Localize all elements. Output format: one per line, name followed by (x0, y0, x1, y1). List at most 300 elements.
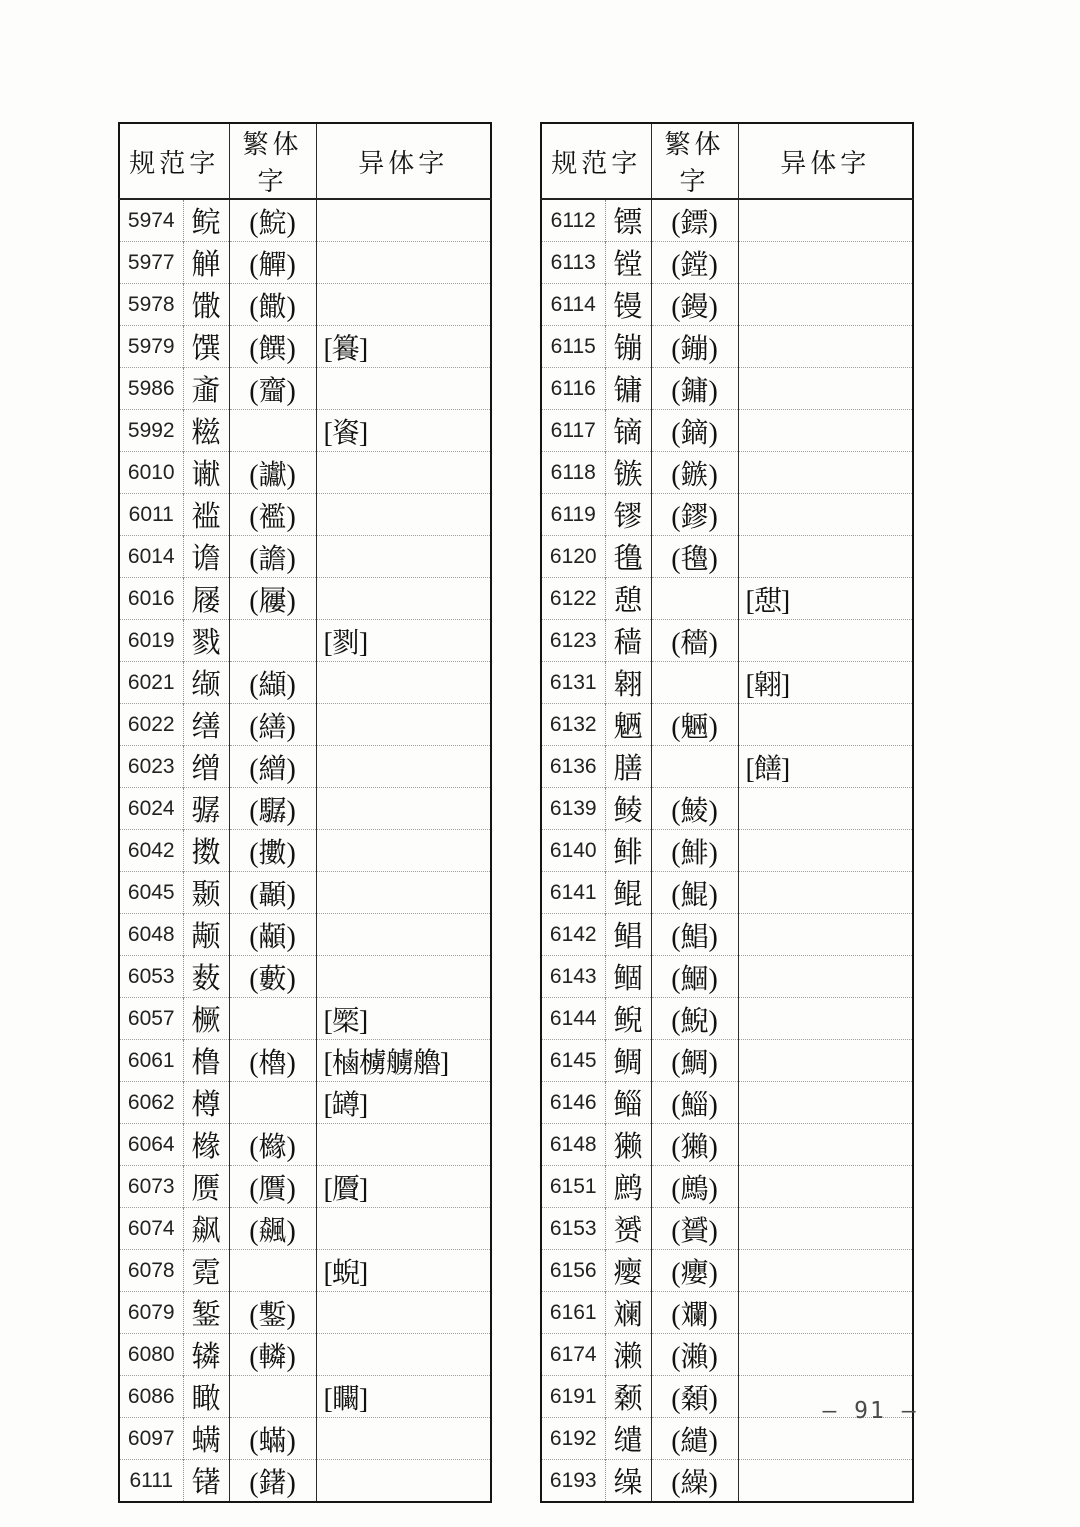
entry-number: 6064 (119, 1124, 183, 1166)
standard-char: 翱 (605, 662, 651, 704)
table-row (541, 662, 913, 704)
table-row (541, 746, 913, 788)
variant-char: [橜] (316, 998, 491, 1040)
traditional-char (651, 578, 738, 620)
standard-char: 䦃 (183, 1460, 229, 1503)
variant-char (738, 1292, 913, 1334)
standard-char: 斓 (605, 1292, 651, 1334)
traditional-char: (贇) (651, 1208, 738, 1250)
table-row (541, 410, 913, 452)
entry-number: 6115 (541, 326, 605, 368)
traditional-char: (鏜) (651, 242, 738, 284)
variant-char (738, 494, 913, 536)
variant-char (316, 1292, 491, 1334)
variant-char (316, 914, 491, 956)
table-row (119, 1040, 491, 1082)
entry-number: 5978 (119, 284, 183, 326)
table-row (119, 1124, 491, 1166)
entry-number: 6122 (541, 578, 605, 620)
traditional-char: (纈) (229, 662, 316, 704)
entry-number: 6078 (119, 1250, 183, 1292)
table-row (541, 620, 913, 662)
table-row (119, 199, 491, 242)
traditional-char: (繒) (229, 746, 316, 788)
standard-char: 薮 (183, 956, 229, 998)
standard-char: 缯 (183, 746, 229, 788)
table-row (541, 788, 913, 830)
entry-number: 6023 (119, 746, 183, 788)
standard-char: 鲮 (605, 788, 651, 830)
entry-number: 6086 (119, 1376, 183, 1418)
table-row (119, 872, 491, 914)
table-row (119, 662, 491, 704)
entry-number: 6061 (119, 1040, 183, 1082)
standard-char: 齑 (183, 368, 229, 410)
table-row (541, 284, 913, 326)
variant-char (738, 536, 913, 578)
traditional-char (229, 1250, 316, 1292)
table-row (119, 1208, 491, 1250)
table-row (119, 788, 491, 830)
standard-char: 鹧 (605, 1166, 651, 1208)
entry-number: 6112 (541, 199, 605, 242)
variant-char: [蜺] (316, 1250, 491, 1292)
entry-number: 6074 (119, 1208, 183, 1250)
entry-number: 6144 (541, 998, 605, 1040)
traditional-char: (饊) (229, 284, 316, 326)
variant-char (316, 536, 491, 578)
standard-char: 镘 (605, 284, 651, 326)
table-row (119, 830, 491, 872)
standard-char: 橼 (183, 1124, 229, 1166)
standard-char: 缮 (183, 704, 229, 746)
table-row (541, 1334, 913, 1376)
standard-char: 獭 (605, 1124, 651, 1166)
table-row (541, 1208, 913, 1250)
table-header-row (541, 123, 913, 199)
standard-char: 氇 (605, 536, 651, 578)
standard-char: 鲻 (605, 1082, 651, 1124)
traditional-char: (櫞) (229, 1124, 316, 1166)
standard-char: 镚 (605, 326, 651, 368)
standard-char: 辚 (183, 1334, 229, 1376)
standard-char: 赝 (183, 1166, 229, 1208)
standard-char: 霓 (183, 1250, 229, 1292)
entry-number: 6111 (119, 1460, 183, 1503)
traditional-char: (癭) (651, 1250, 738, 1292)
entry-number: 6123 (541, 620, 605, 662)
table-row (541, 452, 913, 494)
comparison-table-left (118, 122, 492, 1503)
variant-char: [憇] (738, 578, 913, 620)
entry-number: 6011 (119, 494, 183, 536)
header-variant-char: 异体字 (738, 123, 913, 199)
variant-char: [剹] (316, 620, 491, 662)
table-row (541, 830, 913, 872)
standard-char: 谳 (183, 452, 229, 494)
standard-char: 觯 (183, 242, 229, 284)
traditional-char (229, 1376, 316, 1418)
header-traditional-char: 繁体字 (229, 123, 316, 199)
entry-number: 6042 (119, 830, 183, 872)
header-standard-char: 规范字 (541, 123, 651, 199)
traditional-char: (藪) (229, 956, 316, 998)
table-row (119, 326, 491, 368)
traditional-char: (鏝) (651, 284, 738, 326)
traditional-char: (蟎) (229, 1418, 316, 1460)
entry-number: 6080 (119, 1334, 183, 1376)
entry-number: 6191 (541, 1376, 605, 1418)
traditional-char: (擻) (229, 830, 316, 872)
entry-number: 6153 (541, 1208, 605, 1250)
traditional-char: (瀨) (651, 1334, 738, 1376)
standard-char: 镖 (605, 199, 651, 242)
table-row (541, 368, 913, 410)
standard-char: 镝 (605, 410, 651, 452)
table-row (119, 1418, 491, 1460)
traditional-char (651, 746, 738, 788)
traditional-char: (鯔) (651, 1082, 738, 1124)
variant-char (738, 956, 913, 998)
table-row (119, 998, 491, 1040)
traditional-char: (獺) (651, 1124, 738, 1166)
variant-char (738, 704, 913, 746)
standard-char: 瘿 (605, 1250, 651, 1292)
entry-number: 6079 (119, 1292, 183, 1334)
traditional-char: (鯇) (229, 199, 316, 242)
entry-number: 6019 (119, 620, 183, 662)
entry-number: 6192 (541, 1418, 605, 1460)
table-row (119, 1376, 491, 1418)
traditional-char (229, 620, 316, 662)
traditional-char: (譫) (229, 536, 316, 578)
traditional-char: (轔) (229, 1334, 316, 1376)
traditional-char: (鏃) (651, 452, 738, 494)
table-row (119, 494, 491, 536)
standard-char: 擞 (183, 830, 229, 872)
traditional-char: (鏑) (651, 410, 738, 452)
table-row (541, 1082, 913, 1124)
traditional-char: (鯪) (651, 788, 738, 830)
comparison-table-right (540, 122, 914, 1503)
standard-char: 颞 (183, 872, 229, 914)
standard-char: 鲲 (605, 872, 651, 914)
standard-char: 糍 (183, 410, 229, 452)
variant-char (738, 788, 913, 830)
entry-number: 6113 (541, 242, 605, 284)
table-row (541, 536, 913, 578)
table-row (541, 494, 913, 536)
entry-number: 6057 (119, 998, 183, 1040)
variant-char (738, 410, 913, 452)
table-row (541, 1460, 913, 1503)
table-row (541, 914, 913, 956)
entry-number: 6139 (541, 788, 605, 830)
entry-number: 5992 (119, 410, 183, 452)
standard-char: 颟 (183, 914, 229, 956)
entry-number: 6132 (541, 704, 605, 746)
variant-char: [餈] (316, 410, 491, 452)
variant-char (738, 998, 913, 1040)
variant-char (316, 956, 491, 998)
traditional-char: (鏰) (651, 326, 738, 368)
table-row (119, 704, 491, 746)
traditional-char: (穡) (651, 620, 738, 662)
variant-char (316, 242, 491, 284)
traditional-char: (鯢) (651, 998, 738, 1040)
standard-char: 谵 (183, 536, 229, 578)
entry-number: 6117 (541, 410, 605, 452)
variant-char: [籑] (316, 326, 491, 368)
standard-char: 憩 (605, 578, 651, 620)
standard-char: 赟 (605, 1208, 651, 1250)
standard-char: 缬 (183, 662, 229, 704)
variant-char (316, 662, 491, 704)
standard-char: 颡 (605, 1376, 651, 1418)
table-row (119, 1334, 491, 1376)
table-row (119, 452, 491, 494)
traditional-char: (鯧) (651, 914, 738, 956)
standard-char: 鲵 (605, 998, 651, 1040)
traditional-char: (屨) (229, 578, 316, 620)
variant-char (738, 199, 913, 242)
variant-char (316, 1334, 491, 1376)
table-row (541, 1040, 913, 1082)
variant-char (738, 914, 913, 956)
table-row (119, 1082, 491, 1124)
variant-char (738, 1334, 913, 1376)
traditional-char: (斕) (651, 1292, 738, 1334)
table-row (541, 199, 913, 242)
entry-number: 6045 (119, 872, 183, 914)
variant-char (316, 452, 491, 494)
traditional-char: (顢) (229, 914, 316, 956)
variant-char (316, 368, 491, 410)
standard-char: 镛 (605, 368, 651, 410)
traditional-char: (顙) (651, 1376, 738, 1418)
entry-number: 6148 (541, 1124, 605, 1166)
table-row (541, 704, 913, 746)
variant-char (316, 830, 491, 872)
variant-char (738, 242, 913, 284)
table-row (119, 746, 491, 788)
standard-char: 缲 (605, 1460, 651, 1503)
traditional-char: (鯛) (651, 1040, 738, 1082)
variant-char (738, 1082, 913, 1124)
variant-char (738, 1208, 913, 1250)
table-row (541, 578, 913, 620)
traditional-char: (讞) (229, 452, 316, 494)
variant-char (316, 1418, 491, 1460)
standard-char: 镠 (605, 494, 651, 536)
entry-number: 6141 (541, 872, 605, 914)
variant-char (738, 1124, 913, 1166)
traditional-char: (鏨) (229, 1292, 316, 1334)
table-row (119, 1250, 491, 1292)
variant-char (316, 704, 491, 746)
traditional-char (229, 1082, 316, 1124)
variant-char (738, 326, 913, 368)
variant-char: [翶] (738, 662, 913, 704)
entry-number: 6174 (541, 1334, 605, 1376)
traditional-char: (氌) (651, 536, 738, 578)
table-row (119, 368, 491, 410)
table-row (119, 242, 491, 284)
traditional-char: (顳) (229, 872, 316, 914)
entry-number: 6193 (541, 1460, 605, 1503)
standard-char: 濑 (605, 1334, 651, 1376)
table-row (541, 1292, 913, 1334)
standard-char: 螨 (183, 1418, 229, 1460)
entry-number: 6161 (541, 1292, 605, 1334)
standard-char: 鲴 (605, 956, 651, 998)
traditional-char: (鷓) (651, 1166, 738, 1208)
page-number: — 91 — (822, 1398, 918, 1424)
entry-number: 6024 (119, 788, 183, 830)
entry-number: 5977 (119, 242, 183, 284)
entry-number: 6048 (119, 914, 183, 956)
entry-number: 6114 (541, 284, 605, 326)
variant-char (738, 284, 913, 326)
standard-char: 橹 (183, 1040, 229, 1082)
variant-char (316, 494, 491, 536)
traditional-char: (鯡) (651, 830, 738, 872)
standard-char: 缱 (605, 1418, 651, 1460)
standard-char: 馔 (183, 326, 229, 368)
standard-char: 鲳 (605, 914, 651, 956)
variant-char (738, 1460, 913, 1503)
standard-char: 馓 (183, 284, 229, 326)
traditional-char: (繕) (229, 704, 316, 746)
entry-number: 6062 (119, 1082, 183, 1124)
entry-number: 6142 (541, 914, 605, 956)
table-row (119, 956, 491, 998)
entry-number: 6131 (541, 662, 605, 704)
entry-number: 6116 (541, 368, 605, 410)
table-row (541, 1166, 913, 1208)
entry-number: 6021 (119, 662, 183, 704)
traditional-char: (鯤) (651, 872, 738, 914)
standard-char: 膳 (605, 746, 651, 788)
header-variant-char: 异体字 (316, 123, 491, 199)
standard-char: 骣 (183, 788, 229, 830)
variant-char (316, 872, 491, 914)
variant-char (738, 872, 913, 914)
entry-number: 6022 (119, 704, 183, 746)
entry-number: 6120 (541, 536, 605, 578)
traditional-char: (鯝) (651, 956, 738, 998)
traditional-char (229, 410, 316, 452)
standard-char: 魉 (605, 704, 651, 746)
standard-char: 鲱 (605, 830, 651, 872)
table-row (541, 872, 913, 914)
traditional-char: (飆) (229, 1208, 316, 1250)
entry-number: 5979 (119, 326, 183, 368)
variant-char (316, 746, 491, 788)
variant-char (738, 368, 913, 410)
variant-char: [樐㯭艣艪] (316, 1040, 491, 1082)
traditional-char: (鏢) (651, 199, 738, 242)
variant-char (738, 830, 913, 872)
standard-char: 镞 (605, 452, 651, 494)
table-row (541, 1124, 913, 1166)
entry-number: 6156 (541, 1250, 605, 1292)
traditional-char: (鏞) (651, 368, 738, 410)
entry-number: 6016 (119, 578, 183, 620)
entry-number: 6010 (119, 452, 183, 494)
standard-char: 錾 (183, 1292, 229, 1334)
table-header-row (119, 123, 491, 199)
standard-char: 戮 (183, 620, 229, 662)
entry-number: 6053 (119, 956, 183, 998)
variant-char (316, 1124, 491, 1166)
entry-number: 6014 (119, 536, 183, 578)
table-row (119, 914, 491, 956)
standard-char: 橛 (183, 998, 229, 1040)
traditional-char (651, 662, 738, 704)
standard-char: 樽 (183, 1082, 229, 1124)
variant-char: [罇] (316, 1082, 491, 1124)
variant-char: [贗] (316, 1166, 491, 1208)
table-row (119, 1292, 491, 1334)
entry-number: 6119 (541, 494, 605, 536)
standard-char: 屦 (183, 578, 229, 620)
variant-char: [矙] (316, 1376, 491, 1418)
entry-number: 6136 (541, 746, 605, 788)
variant-char (316, 788, 491, 830)
entry-number: 6145 (541, 1040, 605, 1082)
header-traditional-char: 繁体字 (651, 123, 738, 199)
table-row (119, 410, 491, 452)
traditional-char: (魎) (651, 704, 738, 746)
traditional-char: (齏) (229, 368, 316, 410)
variant-char (738, 1166, 913, 1208)
standard-char: 飙 (183, 1208, 229, 1250)
standard-char: 褴 (183, 494, 229, 536)
entry-number: 6140 (541, 830, 605, 872)
variant-char (316, 284, 491, 326)
entry-number: 6118 (541, 452, 605, 494)
entry-number: 6146 (541, 1082, 605, 1124)
entry-number: 6151 (541, 1166, 605, 1208)
standard-char: 鲷 (605, 1040, 651, 1082)
traditional-char: (鐯) (229, 1460, 316, 1503)
standard-char: 鲩 (183, 199, 229, 242)
traditional-char: (鏐) (651, 494, 738, 536)
traditional-char: (贋) (229, 1166, 316, 1208)
traditional-char: (繾) (651, 1418, 738, 1460)
variant-char (316, 578, 491, 620)
standard-char: 瞰 (183, 1376, 229, 1418)
table-row (541, 998, 913, 1040)
table-row (119, 578, 491, 620)
entry-number: 5986 (119, 368, 183, 410)
variant-char (316, 1460, 491, 1503)
traditional-char: (驏) (229, 788, 316, 830)
variant-char (738, 1040, 913, 1082)
standard-char: 镗 (605, 242, 651, 284)
traditional-char: (櫓) (229, 1040, 316, 1082)
variant-char (316, 1208, 491, 1250)
table-row (541, 242, 913, 284)
header-standard-char: 规范字 (119, 123, 229, 199)
traditional-char: (觶) (229, 242, 316, 284)
traditional-char: (襤) (229, 494, 316, 536)
entry-number: 6143 (541, 956, 605, 998)
entry-number: 6097 (119, 1418, 183, 1460)
standard-char: 穑 (605, 620, 651, 662)
table-row (119, 1460, 491, 1503)
